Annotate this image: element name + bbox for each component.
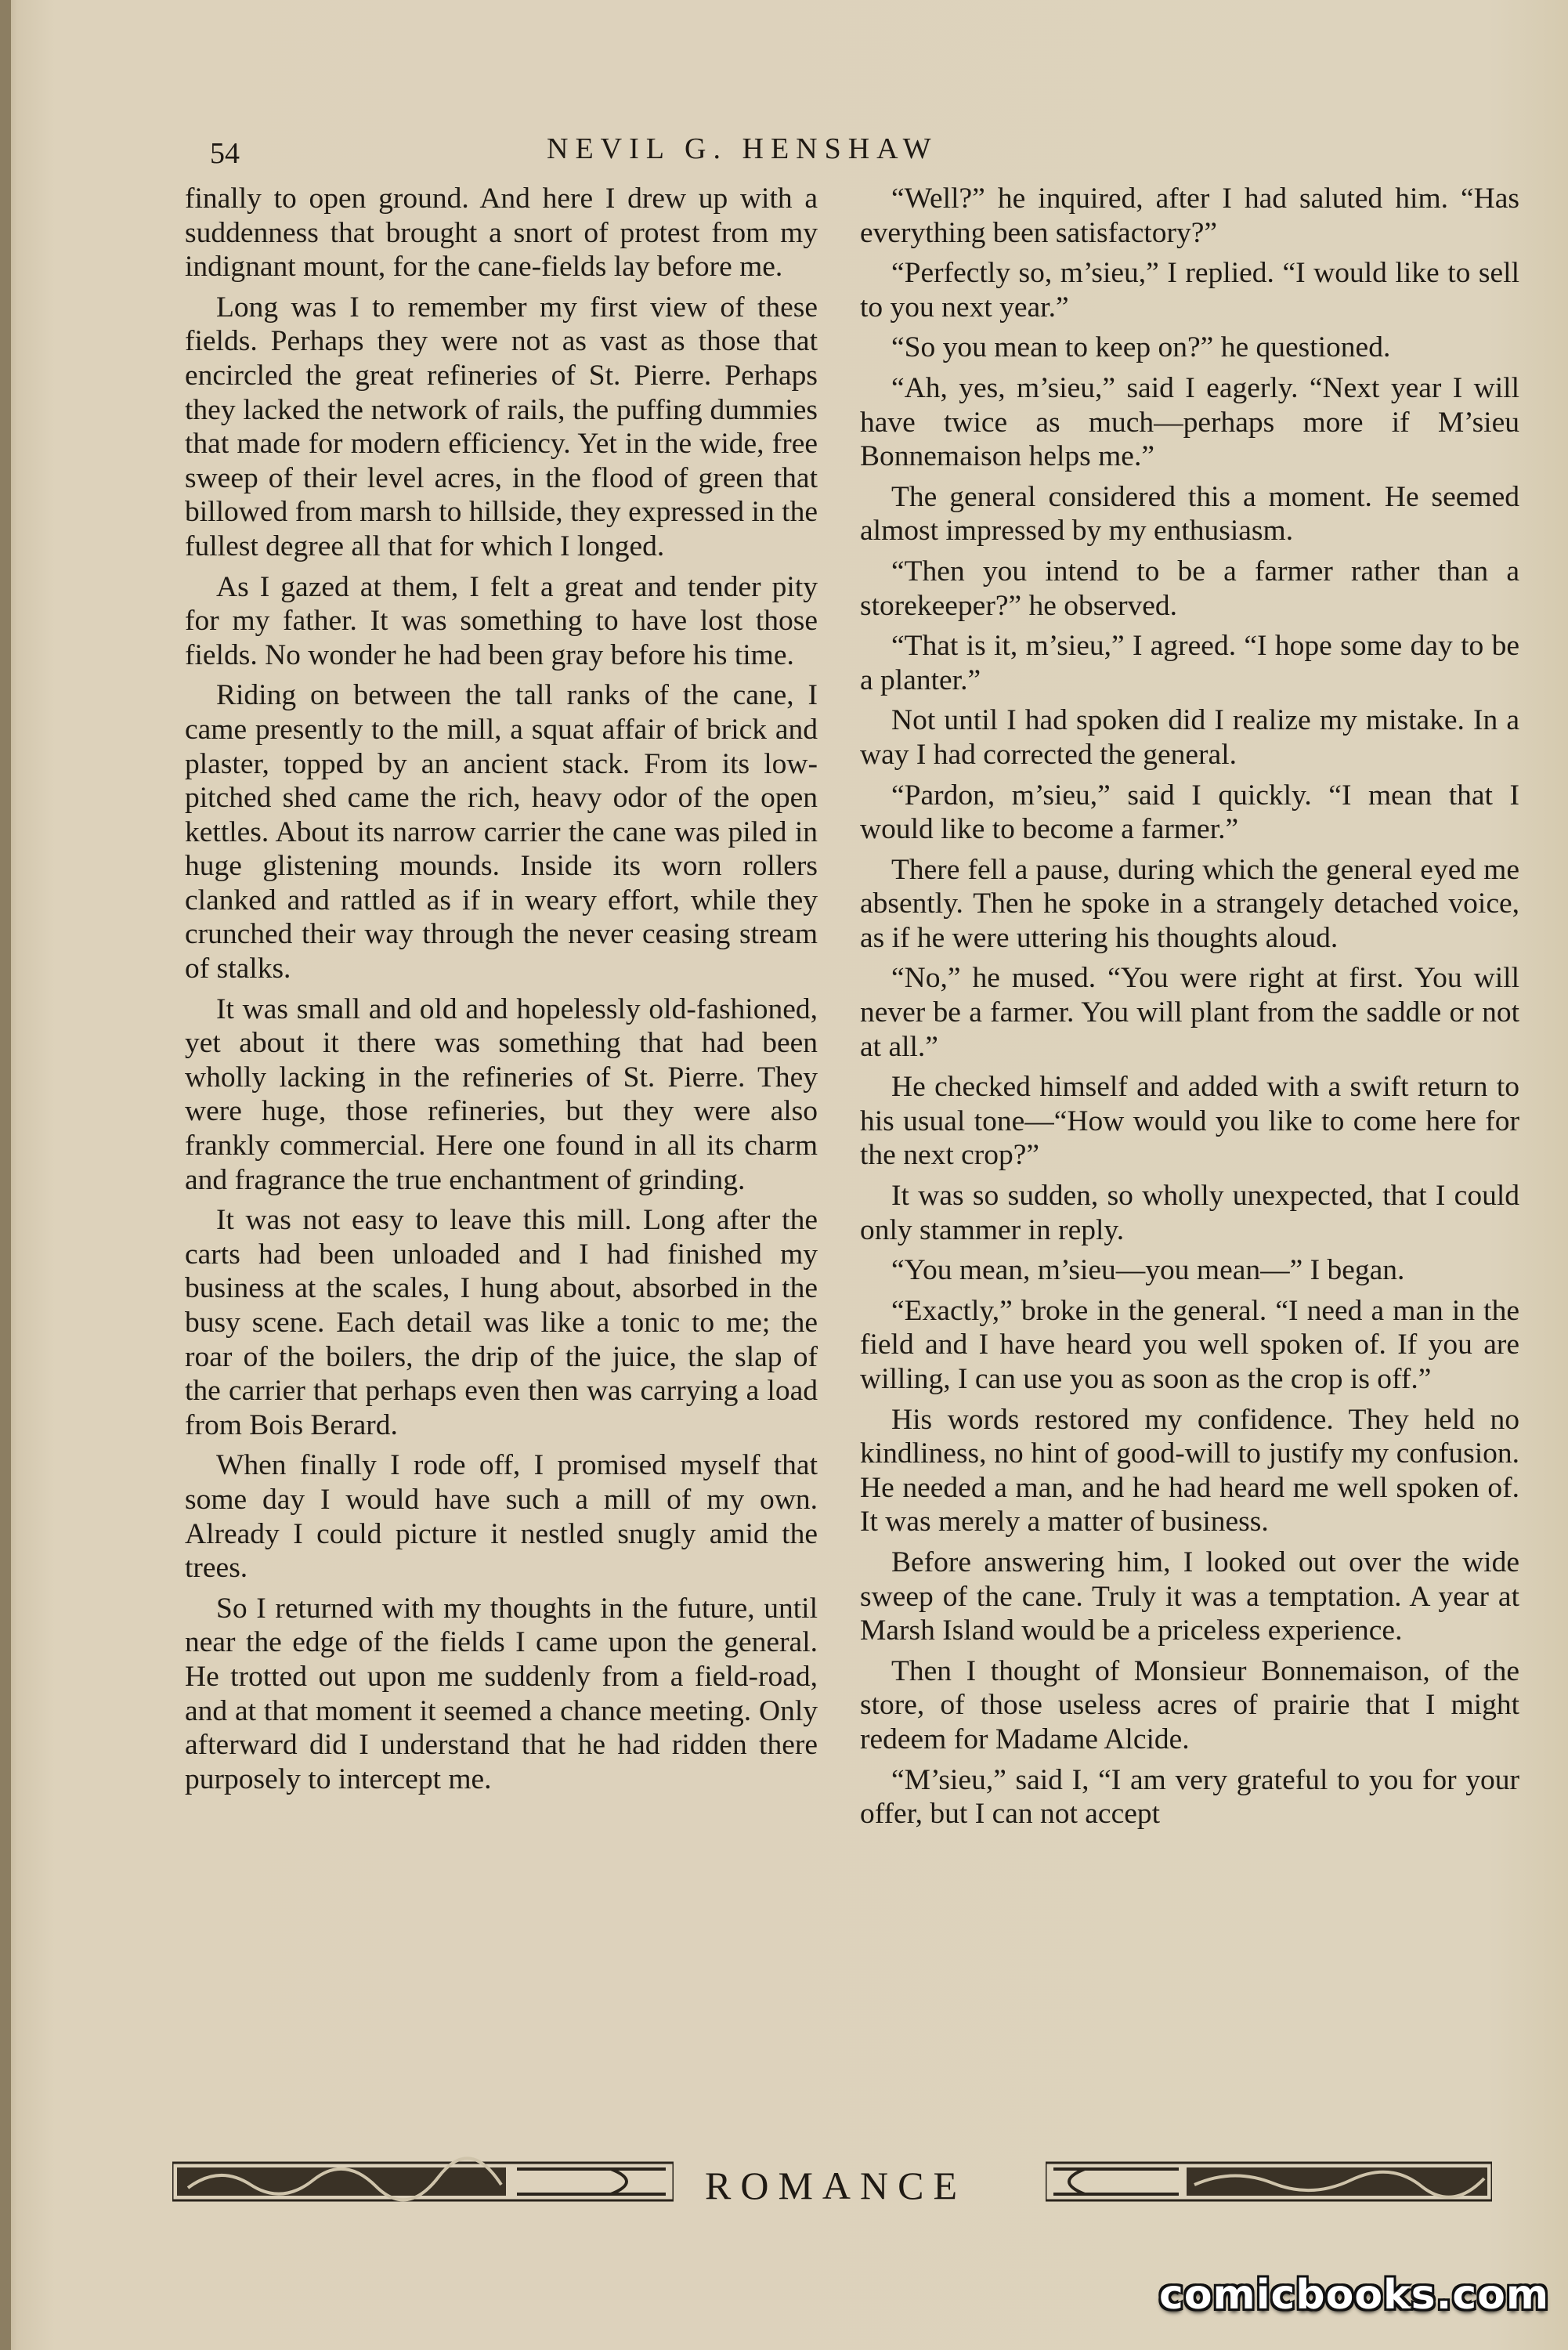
paragraph: “You mean, m’sieu—you mean—” I began. [891, 1254, 1405, 1287]
paragraph: “Well?” he inquired, after I had saluted him. “Has everything been satisfactory?” [860, 183, 1519, 249]
paragraph: finally to open ground. And here I drew up with a suddenness that brought a snort of protest from my indignant mount, for the cane-fields lay before me. [185, 183, 818, 284]
right-column [860, 182, 1519, 1838]
paragraph: It was so sudden, so wholly unexpected, that I could only stammer in reply. [860, 1180, 1519, 1246]
decorative-ornament-right [1046, 2157, 1492, 2207]
running-head: NEVIL G. HENSHAW [547, 132, 938, 165]
paragraph: Not until I had spoken did I realize my mistake. In a way I had corrected the general. [860, 704, 1519, 771]
paragraph: Riding on between the tall ranks of the cane, I came presently to the mill, a squat affair of brick and plaster, topped by an ancient stack. From its low-pitched shed came the rich, heavy odor of the open kettles. About its narrow carrier the cane was piled in huge glistening mounds. Inside its worn rollers clanked and rattled as if in weary effort, while they crunched their way through the never ceasing stream of stalks. [185, 679, 818, 985]
page-footer [172, 2150, 1488, 2221]
paragraph: “So you mean to keep on?” he questioned. [891, 331, 1391, 364]
paragraph: He checked himself and added with a swift return to his usual tone—“How would you like to come here for the next crop?” [860, 1071, 1519, 1172]
paragraph: “Perfectly so, m’sieu,” I replied. “I would like to sell to you next year.” [860, 257, 1519, 324]
paragraph: “M’sieu,” said I, “I am very grateful to you for your offer, but I can not accept [860, 1763, 1519, 1831]
paragraph: It was not easy to leave this mill. Long after the carts had been unloaded and I had finished my business at the scales, I hung about, absorbed in the busy scene. Each detail was like a tonic to me; the roar of the boilers, the drip of the juice, the slap of the carrier that perhaps even then was carrying a load from Bois Berard. [185, 1204, 818, 1441]
paragraph: “No,” he mused. “You were right at first. You will never be a farmer. You will plant from the saddle or not at all.” [860, 962, 1519, 1063]
paragraph: Long was I to remember my first view of these fields. Perhaps they were not as vast as those that encircled the great refineries of St. Pierre. Perhaps they lacked the network of rails, the puffing dummies that made for modern efficiency. Yet in the wide, free sweep of their level acres, in the flood of green that billowed from marsh to hillside, they expressed in the fullest degree all that for which I longed. [185, 291, 818, 562]
magazine-title: ROMANCE [705, 2164, 967, 2207]
page-spine-edge [0, 0, 11, 2350]
paragraph: “Then you intend to be a farmer rather than a storekeeper?” he observed. [860, 555, 1519, 622]
paragraph: It was small and old and hopelessly old-fashioned, yet about it there was something that had been wholly lacking in the refineries of St. Pierre. They were huge, those refineries, but they were also frankly commercial. Here one found in all its charm and fragrance the true enchantment of grinding. [185, 992, 818, 1196]
paragraph: “Pardon, m’sieu,” said I quickly. “I mean that I would like to become a farmer.” [860, 779, 1519, 846]
page-number: 54 [210, 137, 240, 170]
paragraph: There fell a pause, during which the general eyed me absently. Then he spoke in a strangely detached voice, as if he were uttering his thoughts aloud. [860, 853, 1519, 954]
paragraph: So I returned with my thoughts in the future, until near the edge of the fields I came upon the general. He trotted out upon me suddenly from a field-road, and at that moment it seemed a chance meeting. Only afterward did I understand that he had ridden there purposely to intercept me. [185, 1592, 818, 1795]
paragraph: “That is it, m’sieu,” I agreed. “I hope some day to be a planter.” [860, 630, 1519, 696]
page-header [210, 132, 1510, 179]
paragraph: Before answering him, I looked out over the wide sweep of the cane. Truly it was a temptation. A year at Marsh Island would be a priceless experience. [860, 1546, 1519, 1647]
paragraph: “Ah, yes, m’sieu,” said I eagerly. “Next year I will have twice as much—perhaps more if M’sieu Bonnemaison helps me.” [860, 371, 1519, 473]
left-column [185, 182, 818, 1802]
paragraph: The general considered this a moment. He seemed almost impressed by my enthusiasm. [860, 480, 1519, 548]
paragraph: His words restored my confidence. They held no kindliness, no hint of good-will to justify my confusion. He needed a man, and he had heard me well spoken of. It was merely a matter of business. [860, 1403, 1519, 1538]
paragraph: When finally I rode off, I promised myself that some day I would have such a mill of my own. Already I could picture it nestled snugly amid the trees. [185, 1449, 818, 1585]
paragraph: Then I thought of Monsieur Bonnemaison, of the store, of those useless acres of prairie that I might redeem for Madame Alcide. [860, 1654, 1519, 1755]
watermark-logo: comicbooks.com [1159, 2272, 1550, 2319]
paragraph: As I gazed at them, I felt a great and tender pity for my father. It was something to have lost those fields. No wonder he had been gray before his time. [185, 570, 818, 671]
decorative-ornament-left [172, 2157, 674, 2207]
paragraph: “Exactly,” broke in the general. “I need a man in the field and I have heard you well spoken of. If you are willing, I can use you as soon as the crop is off.” [860, 1294, 1519, 1395]
